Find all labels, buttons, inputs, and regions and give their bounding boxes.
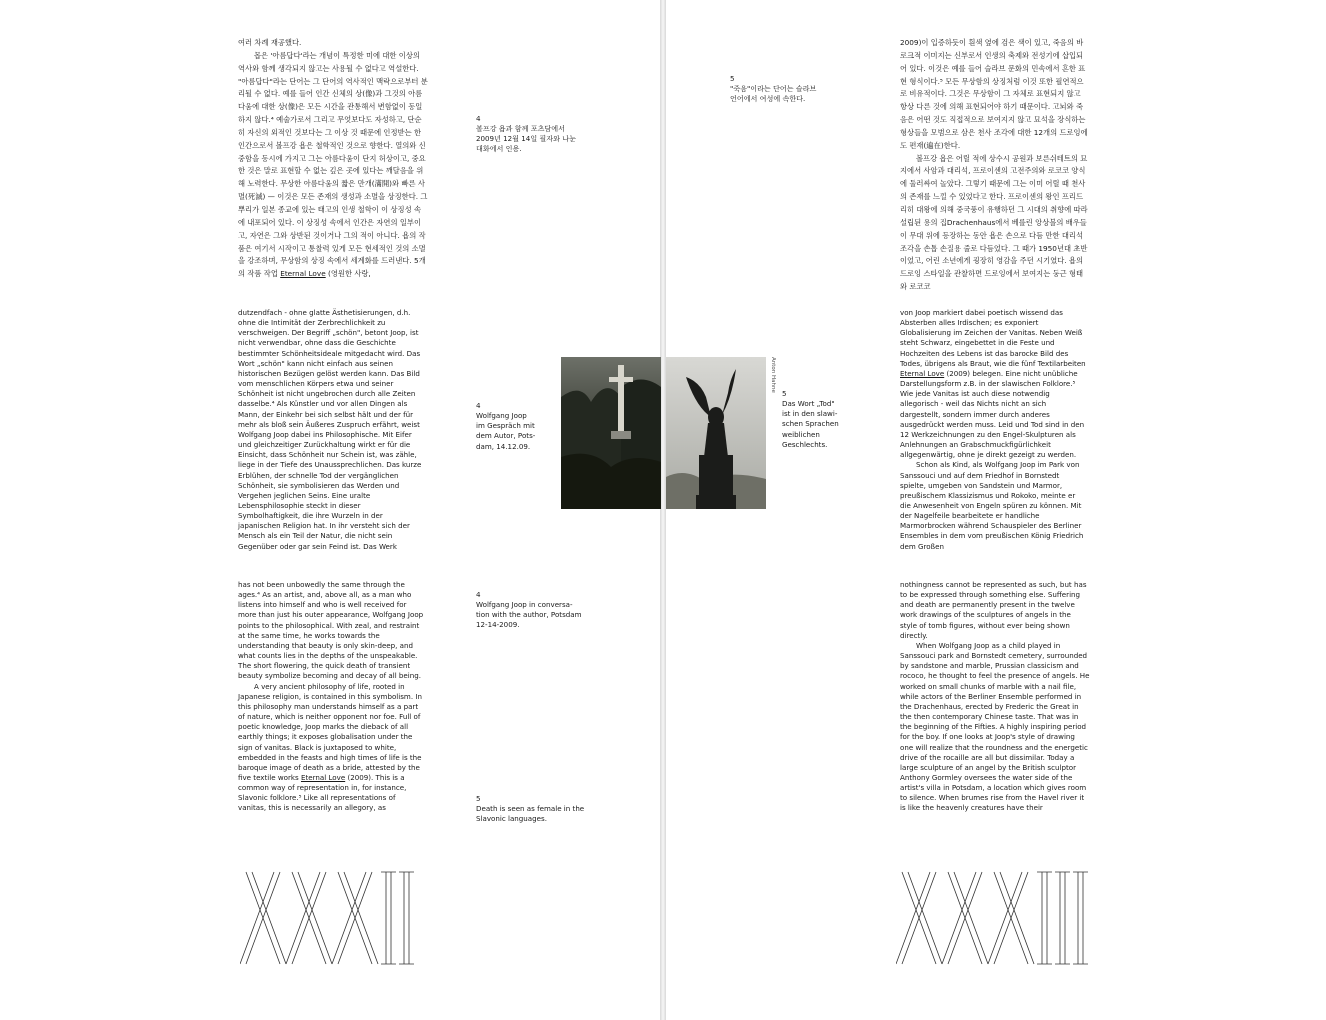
english-text-column-right [900,580,1090,814]
english-paragraph-tail: (2009). This is a common way of representation in, for instance, Slavonic folklore.⁵ Like all representations of vanitas, this is necessarily an allegory, as [238,772,407,813]
english-paragraph: When Wolfgang Joop as a child played in Sanssouci park and Bornstedt cemetery, surrounded by sandstone and marble, Prussian classicism and rococo, he thought to feel the presence of angels. He worked on small chunks of marble with a nail file, while actors of the Berliner Ensemble performed in the Drachenhaus, erected by Frederic the Great in the then contemporary Chinese taste. That was in the beginning of the Fifties. A highly inspiring period for the boy. If one looks at Joop's style of drawing one will realize that the roundness and the energetic drive of the rocaille are all but dissimilar. Today a large sculpture of an angel by the British sculptor Anthony Gormley oversees the water side of the artist's villa in Potsdam, a location which gives room to silence. When brumes rise from the Havel river it is like the heavenly creatures have their [900,640,1090,813]
footnote-line: Wolfgang Joop [476,411,527,421]
german-footnote-5 [782,389,857,450]
footnote-line: Geschlechts. [782,439,828,449]
english-footnote-4 [476,590,601,631]
german-paragraph-text: von Joop markiert dabei poetisch wissend das Absterben alles Irdischen; es exponiert Globalisierung im Zeichen der Vanitas. Neben Weiß steht Schwarz, eingebettet in die Feste und Hochzeiten des Lebens ist das barocke Bild des Todes, übrigens als Braut, wie die fünf Textilarbeiten [900,308,1086,368]
footnote-number: 4 [476,114,481,123]
photo-cross [561,357,661,509]
folio-xxxiii-graphic [896,870,1096,966]
footnote-line: ist in den slawi- [782,409,838,419]
footnote-number: 4 [476,401,481,410]
german-paragraph: Schon als Kind, als Wolfgang Joop im Park von Sanssouci und auf dem Friedhof in Bornstedt spielte, umgeben von Sandstein und Marmor, preußischem Klassizismus und Rokoko, meinte er die Anwesenheit von Engeln spüren zu können. Mit der Nagelfeile bearbeitete er handliche Marmorbrocken während Schauspieler des Berliner Ensembles in dem vom preußischen König Friedrich dem Großen [900,460,1084,551]
footnote-line: Das Wort „Tod" [782,399,835,409]
eternal-love-title: Eternal Love [300,772,346,782]
page-number-left [240,870,422,966]
footnote-line: 언어에서 여성에 속한다. [730,94,806,104]
english-paragraph [238,682,424,814]
photo-credit: Anton Hahne [770,357,776,393]
german-paragraph [900,308,1086,460]
korean-text-column-right [900,37,1090,294]
german-text-column-left [238,308,424,552]
english-paragraph: nothingness cannot be represented as such, but has to be expressed through something else. Suffering and death are permanently present in the twelve work drawings of the sculptures of angels in the style of tomb figures, without ever being shown directly. [900,580,1087,640]
footnote-line: 2009년 12월 14일 필자와 나눈 [476,134,576,144]
footnote-line: dam, 14.12.09. [476,441,531,451]
german-paragraph-tail: (2009) belegen. Eine nicht unübliche Darstellungsform z.B. in der slawischen Folklore.⁵ Wie jede Vanitas ist auch diese notwendig allegorisch - weil das Nichts nicht an sich dargestellt, sondern immer durch anderes ausgedrückt werden muss. Leid und Tod sind in den 12 Werkzeichnungen zu den Engel-Skulpturen als Anlehnungen an Grabschmuckfigürlichkeit allgegenwärtig, ohne je direkt gezeigt zu werden. [900,368,1085,460]
footnote-line: schen Sprachen [782,419,839,429]
korean-footnote-5 [730,74,850,104]
footnote-line: "죽음"이라는 단어는 슬라브 [730,84,817,94]
eternal-love-title: Eternal Love [280,269,326,279]
footnote-line: dem Autor, Pots- [476,431,536,441]
footnote-line: Death is seen as female in the [476,804,585,814]
footnote-number: 5 [782,389,787,398]
footnote-line: 볼프강 욥과 함께 포츠담에서 [476,124,565,134]
korean-paragraph-text: 몹은 '아름답다'라는 개념이 특정한 미에 대한 이상의 역사와 함께 생각되지 않고는 사용될 수 없다고 역설한다. "아름답다"라는 단어는 그 단어의 역사적인 맥락으로부터 분리될 수 없다. 예를 들어 인간 신체의 상(像)과 그것의 아름다움에 대한 상(像)은 모든 시간을 관통해서 변함없이 동일하지 않다.⁴ 예술가로서 그리고 무엇보다도 자성하고, 단순히 자신의 외적인 것보다는 그 이상 것 때문에 인정받는 한 인간으로서 볼프강 욥은 철학적인 것으로 향한다. 열의와 신중함을 동시에 가지고 그는 아름다움이 단지 허상이고, 중요한 것은 말로 표현할 수 없는 깊은 곳에 있다는 깨달음을 위해 노력한다. 무상한 아름다움의 짧은 만개(滿開)와 빠른 사멸(死滅) — 이것은 모든 존재의 생성과 소멸을 상징한다. 그 뿌리가 일본 종교에 있는 태고의 인생 철학이 이 상징성 속에 내포되어 있다. 이 상징성 속에서 인간은 자연의 일부이고, 자연은 그와 상반된 것이거나 그의 적이 아니다. 욥의 작품은 여기서 시작이고 통찰력 있게 모든 현세적인 것의 소멸을 강조하며, 무상함의 상징 속에서 세계화를 드러낸다. 5개의 작품 작업 [238,50,428,279]
eternal-love-title: Eternal Love [900,368,945,378]
english-paragraph: has not been unbowedly the same through the ages.⁴ As an artist, and, above all, as a man who listens into himself and who is well received for more than just his outer appearance, Wolfgang Joop points to the philosophical. With zeal, and restraint at the same time, he works towards the understanding that beauty is only skin-deep, and what counts lies in the depths of the unspeakable. The short flowering, the quick death of transient beauty symbolize becoming and decay of all being. [238,580,424,681]
page-number-right [896,870,1096,966]
korean-paragraph: 2009)이 입증하듯이 흰색 옆에 검은 색이 있고, 죽음의 바로크적 이미지는 신부로서 인생의 축제와 전성기에 삽입되어 있다. 이것은 예를 들어 슬라브 문화의 민속에서 흔한 표현 형식이다.⁵ 모든 무상함의 상징처럼 이것 또한 필연적으로 비유적이다. 그것은 무상함이 그 자체로 표현되지 않고 항상 다른 것에 의해 표현되어야 하기 때문이다. 고뇌와 죽음은 어떤 것도 직접적으로 보여지지 않고 묘석을 장식하는 형상들을 모범으로 삼은 천사 조각에 대한 12개의 드로잉에도 편재(遍在)한다. [900,38,1088,150]
korean-paragraph: 볼프강 욥은 어릴 적에 상수시 공원과 보른쉬테트의 묘지에서 사암과 대리석, 프로이센의 고전주의와 로코코 양식에 둘러싸여 놀았다. 그렇기 때문에 그는 이미 어릴 때 천사의 존재를 느낄 수 있었다고 한다. 프로이센의 왕인 프리드리히 대왕에 의해 중국풍이 유행하던 그 시대의 취향에 따라 설립된 용의 집Drachenhaus에서 베를린 앙상블의 배우들이 무대 위에 등장하는 동안 욥은 손으로 다듬 만한 대리석 조각을 손톱 손질용 줄로 다듬었다. 그 때가 1950년대 초반이었고, 어린 소년에게 굉장히 영감을 주던 시기였다. 욥의 드로잉 스타일을 관찰하면 드로잉에서 보여지는 둥근 형태와 로코코 [900,153,1088,292]
photo-angel [666,357,766,509]
korean-paragraph: 여러 차례 재공했다. [238,38,302,47]
korean-paragraph-tail: (영원한 사랑, [325,269,371,279]
footnote-line: weiblichen [782,429,820,439]
german-text-column-right [900,308,1086,552]
footnote-number: 5 [730,74,735,83]
angel-sculpture-image [666,357,766,509]
footnote-line: Slavonic languages. [476,814,547,824]
german-footnote-4 [476,401,556,452]
footnote-number: 4 [476,590,481,599]
english-paragraph-text: A very ancient philosophy of life, rooted in Japanese religion, is contained in this symbolism. In this philosophy man understands himself as a part of nature, which is neither opponent nor foe. Full of poetic knowledge, Joop marks the dieback of all earthly things; it exposes globalisation under the sign of vanitas. Black is juxtaposed to white, embedded in the feasts and high times of life is the baroque image of death as a bride, attested by the five textile works [238,681,422,782]
footnote-line: 대화에서 인용. [476,144,522,154]
folio-xxxii-graphic [240,870,422,966]
book-gutter [660,0,666,1020]
footnote-line: Wolfgang Joop in conversa- [476,600,573,610]
footnote-line: 12-14-2009. [476,620,520,630]
cemetery-cross-image [561,357,661,509]
footnote-line: im Gespräch mit [476,421,535,431]
footnote-number: 5 [476,794,481,803]
german-paragraph: dutzendfach - ohne glatte Ästhetisierungen, d.h. ohne die Intimität der Zerbrechlichkeit zu verschweigen. Der Begriff „schön", betont Joop, ist nicht verwendbar, ohne dass die Geschichte bestimmter Schönheitsideale mitgedacht wird. Das Wort „schön" kann nicht einfach aus seinen historischen Bezügen gelöst werden kann. Das Bild vom menschlichen Körpers etwa und seiner Schönheit ist nicht ungebrochen durch alle Zeiten dasselbe.⁴ Als Künstler und vor allen Dingen als Mann, der Einkehr bei sich selbst hält und der für mehr als bloß sein Äußeres Zuspruch erfährt, weist Wolfgang Joop dabei ins Philosophische. Mit Eifer und gleichzeitiger Zurückhaltung wirkt er für die Einsicht, dass Schönheit nur Schein ist, was zähle, liege in der Tiefe des Unaussprechlichen. Das kurze Erblühen, der schnelle Tod der vergänglichen Schönheit, sie symbolisieren das Werden und Vergehen jeglichen Seins. Eine uralte Lebensphilosophie steckt in dieser Symbolhaftigkeit, die ihre Wurzeln in der japanischen Religion hat. In ihr versteht sich der Mensch als ein Teil der Natur, die nicht sein Gegenüber oder gar sein Feind ist. Das Werk [238,308,422,551]
english-text-column-left [238,580,424,814]
footnote-line: tion with the author, Potsdam [476,610,582,620]
korean-footnote-4 [476,114,596,155]
korean-paragraph [238,50,428,281]
english-footnote-5 [476,794,601,824]
korean-text-column-left [238,37,428,281]
